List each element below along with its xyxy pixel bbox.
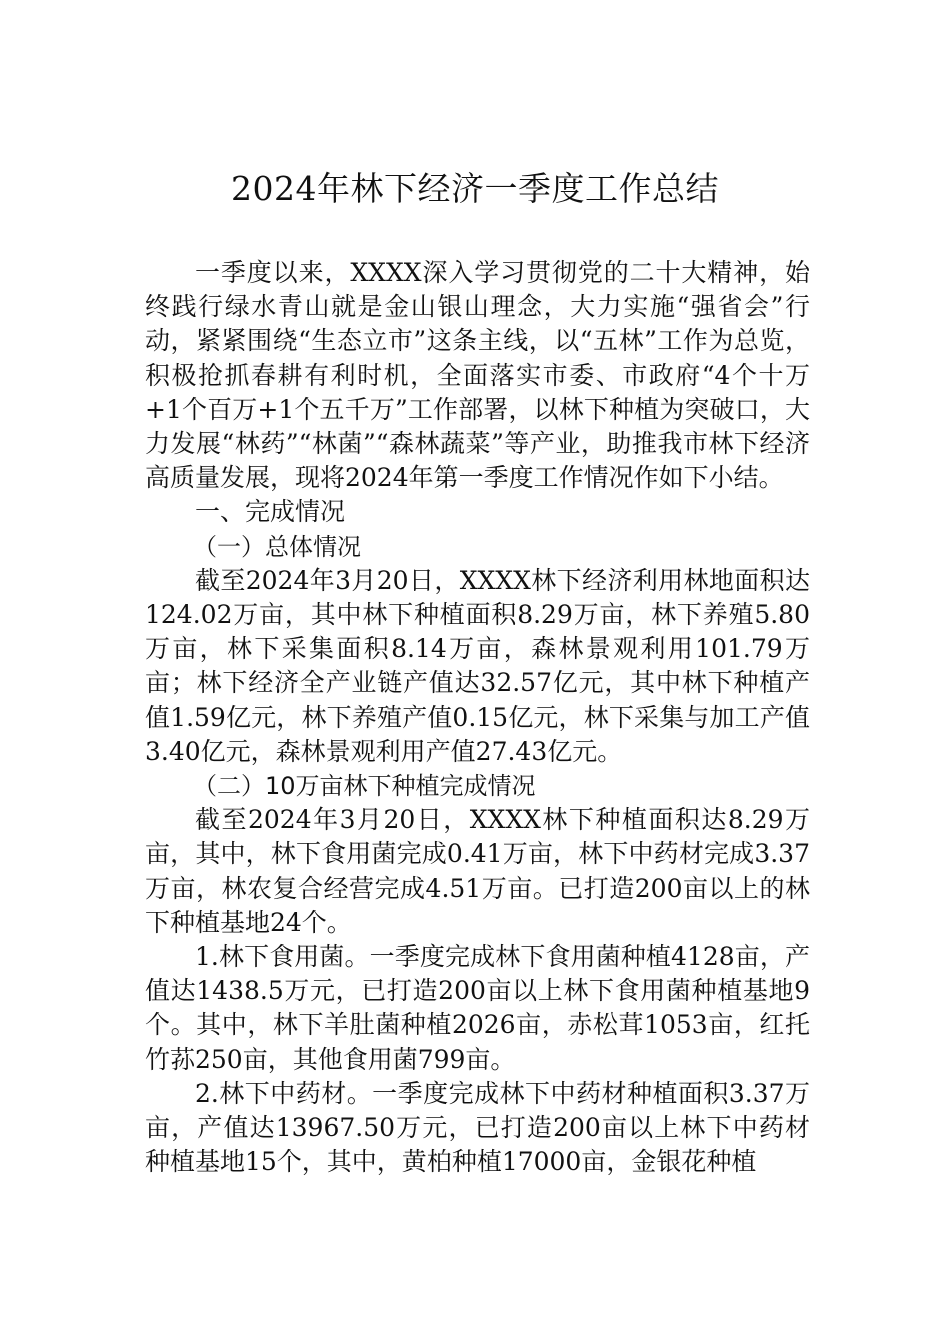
subsection-heading-planting: （二）10万亩林下种植完成情况 bbox=[193, 772, 536, 801]
section-heading-completion: 一、完成情况 bbox=[195, 497, 346, 527]
planting-paragraph: 截至2024年3月20日，XXXX林下种植面积达8.29万亩，其中，林下食用菌完成0.41万亩，林下中药材完成3.37万亩，林农复合经营完成4.51万亩。已打造200亩以上的林下种植基地24个。 bbox=[145, 805, 810, 937]
herbs-paragraph: 2.林下中药材。一季度完成林下中药材种植面积3.37万亩，产值达13967.50万元，已打造200亩以上林下中药材种植基地15个，其中，黄柏种植17000亩，金银花种植 bbox=[145, 1078, 810, 1177]
document-title: 2024年林下经济一季度工作总结 bbox=[231, 169, 719, 208]
intro-paragraph: 一季度以来，XXXX深入学习贯彻党的二十大精神，始终践行绿水青山就是金山银山理念，大力实施“强省会”行动，紧紧围绕“生态立市”这条主线，以“五林”工作为总览，积极抢抓春耕有利时机，全面落实市委、市政府“4个十万+1个百万+1个五千万”工作部署，以林下种植为突破口，大力发展“林药”“林菌”“森林蔬菜”等产业，助推我市林下经济高质量发展，现将2024年第一季度工作情况作如下小结。 bbox=[145, 258, 810, 493]
fungi-paragraph: 1.林下食用菌。一季度完成林下食用菌种植4128亩，产值达1438.5万元，已打造200亩以上林下食用菌种植基地9个。其中，林下羊肚菌种植2026亩，赤松茸1053亩，红托竹荪250亩，其他食用菌799亩。 bbox=[145, 942, 810, 1074]
subsection-heading-overall: （一）总体情况 bbox=[193, 532, 361, 561]
overall-paragraph: 截至2024年3月20日，XXXX林下经济利用林地面积达124.02万亩，其中林下种植面积8.29万亩，林下养殖5.80万亩，林下采集面积8.14万亩，森林景观利用101.79万亩；林下经济全产业链产值达32.57亿元，其中林下种植产值1.59亿元，林下养殖产值0.15亿元，林下采集与加工产值3.40亿元，森林景观利用产值27.43亿元。 bbox=[145, 565, 810, 766]
document-body bbox=[145, 256, 810, 1179]
